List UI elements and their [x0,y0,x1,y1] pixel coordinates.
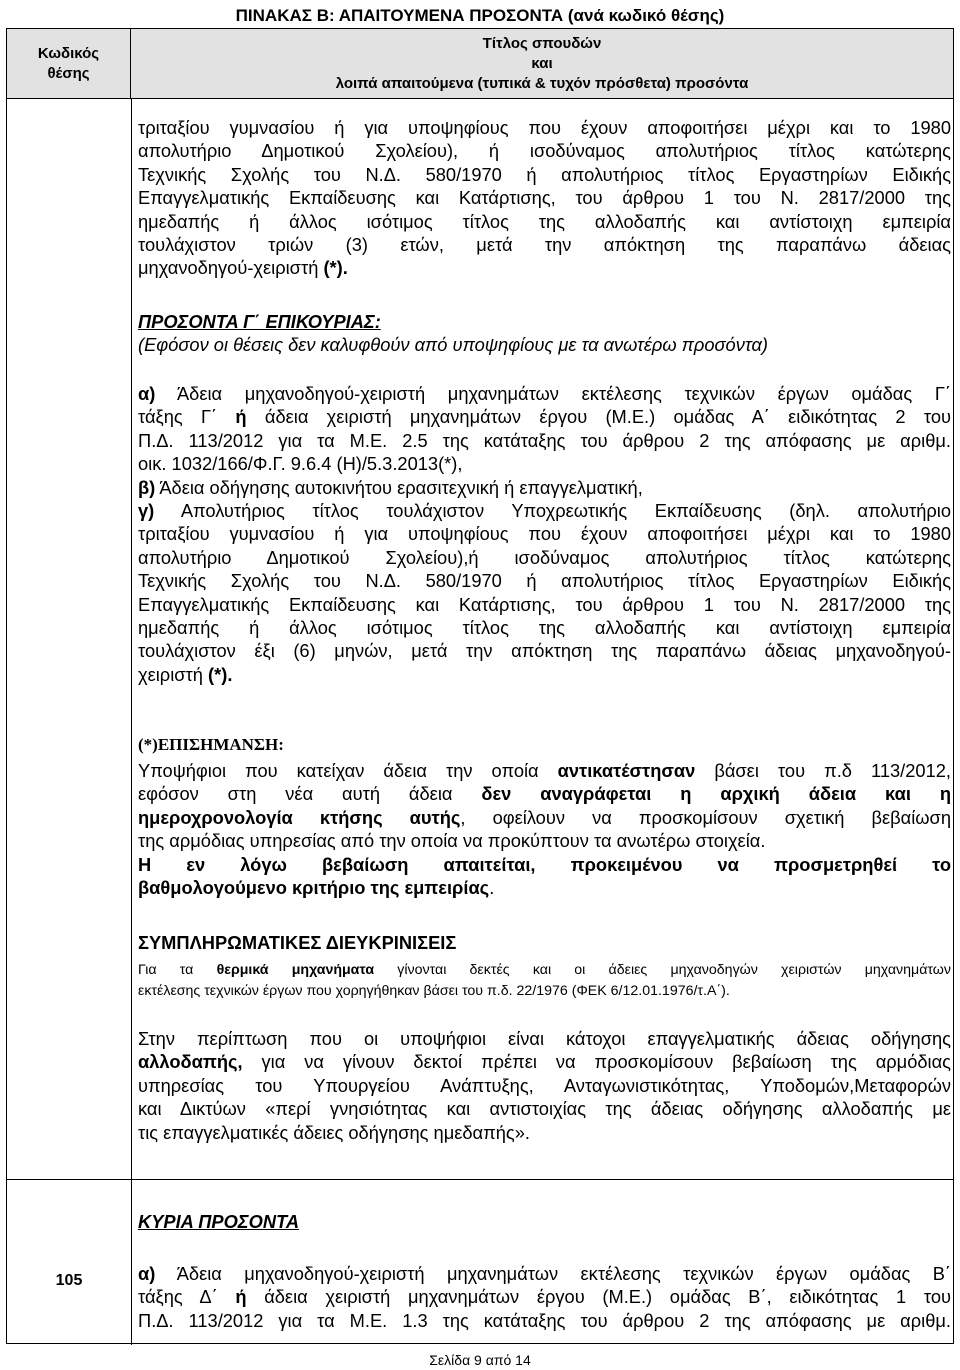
text-span: Άδεια μηχανοδηγού-χειριστή μηχανημάτων εκτέλεσης τεχνικών έργων ομάδας Β΄ [155,1263,951,1284]
text-line: υπηρεσίας του Υπουργείου Ανάπτυξης, Ανταγωνιστικότητας, Υποδομών,Μεταφορών [138,1074,951,1096]
text-line: τις επαγγελματικές άδειες οδήγησης ημεδαπής». [138,1121,530,1143]
text-line: Επαγγελματικής Εκπαίδευσης και Κατάρτισης, του άρθρου 1 του Ν. 2817/2000 της [138,187,951,209]
text-line: Π.Δ. 113/2012 για τα Μ.Ε. 2.5 της κατάταξης του άρθρου 2 της απόφασης με αριθμ. [138,429,951,451]
aux-items [138,382,951,686]
header-code-line1: Κωδικός [37,45,100,62]
text-line: Τεχνικής Σχολής του Ν.Δ. 580/1970 ή απολυτήριος τίτλος Εργαστηρίων Ειδικής [138,163,951,185]
text-line [138,876,951,899]
text-line [138,499,951,522]
header-title-column [131,29,953,99]
table-header [7,29,953,99]
header-code-line2: θέσης [47,65,90,82]
text-span: άδεια χειριστή μηχανημάτων έργου (Μ.Ε.) ομάδας Α΄ ειδικότητας 2 του [246,406,952,428]
text-line [138,1285,951,1308]
text-line: οικ. 1032/166/Φ.Γ. 9.6.4 (Η)/5.3.2013(*), [138,453,463,475]
text-span: τάξης Γ΄ [138,406,236,428]
position-code: 105 [55,1272,83,1289]
text-span: μηχανοδηγού-χειριστή [138,257,319,279]
text-span: , οφείλουν να προσκομίσουν σχετική βεβαίωση [460,806,951,828]
text-span: αντικατέστησαν [557,760,696,781]
row105-heading-text: ΚΥΡΙΑ ΠΡΟΣΟΝΤΑ [138,1211,300,1232]
text-span: αλλοδαπής, [138,1051,243,1073]
text-line: απολυτήριο Δημοτικού Σχολείου), ή ισοδύναμος απολυτήριος τίτλος κατώτερης [138,140,951,162]
text-line [138,960,951,981]
header-title-line3: λοιπά απαιτούμενα (τυπικά & τυχόν πρόσθετα) προσόντα [335,75,749,92]
intro-block [138,116,951,280]
aux-block [138,310,951,357]
asterisk-note: (*). [202,663,233,685]
item-label: β) [138,476,156,498]
note-body [138,759,951,899]
text-line [138,256,951,279]
text-line [138,663,951,686]
text-line [138,1050,951,1073]
text-span: εφόσον στη νέα αυτή άδεια [138,783,482,805]
text-span: Απολυτήριος τίτλος τουλάχιστον Υποχρεωτικής Εκπαίδευσης (δηλ. απολυτήριο [154,500,951,522]
text-line: ημεδαπής ή άλλος ισότιμος τίτλος της αλλοδαπής και αντίστοιχη εμπειρία [138,210,951,232]
note-block [138,733,951,756]
column-divider [131,99,132,1345]
text-span: για να γίνουν δεκτοί πρέπει να προσκομίσουν βεβαίωση της αρμόδιας [242,1051,951,1073]
text-span: άδεια χειριστή μηχανημάτων έργου (Μ.Ε.) ομάδας Β΄, ειδικότητας 1 του [246,1286,951,1308]
text-line: της αρμόδιας υπηρεσίας από την οποία να προκύπτουν τα ανωτέρω στοιχεία. [138,830,766,852]
supplementary-small [138,960,951,1002]
aux-subheading: (Εφόσον οι θέσεις δεν καλυφθούν από υποψηφίους με τα ανωτέρω προσόντα) [138,334,768,356]
text-span: τάξης Δ΄ [138,1286,236,1308]
row105-heading-block [138,1210,951,1233]
text-line [138,382,951,405]
row105-heading [138,1210,951,1233]
asterisk-note: (*). [318,257,348,279]
row-divider [7,1179,953,1180]
supplementary-heading-block [138,931,951,954]
text-line [138,759,951,782]
header-title-line1: Τίτλος σπουδών [482,35,602,52]
text-line [138,782,951,805]
item-label: α) [138,1263,156,1284]
text-line: και Δικτύων «περί γνησιότητας και αντιστοιχίας της άδειας οδήγησης αλλοδαπής με [138,1098,951,1120]
text-line: τουλάχιστον έξι (6) μηνών, μετά την απόκτηση της παραπάνω άδειας μηχανοδηγού- [138,640,951,662]
text-line [138,405,951,428]
text-line: απολυτήριο Δημοτικού Σχολείου),ή ισοδύναμος απολυτήριος τίτλος κατώτερης [138,546,951,568]
text-line: τριταξίου γυμνασίου ή για υποψηφίους που έχουν αποφοιτήσει μέχρι και το 1980 [138,523,951,545]
text-line [138,476,951,499]
text-line: Π.Δ. 113/2012 για τα Μ.Ε. 1.3 της κατάταξης του άρθρου 2 της απόφασης με αριθμ. [138,1309,951,1331]
text-span: δεν αναγράφεται η αρχική άδεια και η [481,783,951,805]
text-line: Τεχνικής Σχολής του Ν.Δ. 580/1970 ή απολυτήριος τίτλος Εργαστηρίων Ειδικής [138,570,951,592]
text-line: Στην περίπτωση που οι υποψήφιοι είναι κάτοχοι επαγγελματικής άδειας οδήγησης [138,1028,951,1049]
text-span: Άδεια μηχανοδηγού-χειριστή μηχανημάτων εκτέλεσης τεχνικών έργων ομάδας Γ΄ [155,383,951,404]
text-span: Άδεια οδήγησης αυτοκινήτου ερασιτεχνική ή επαγγελματική, [155,476,643,498]
text-line [138,806,951,829]
text-span: χειριστή [138,663,203,685]
text-line: ημεδαπής ή άλλος ισότιμος τίτλος της αλλοδαπής και αντίστοιχη εμπειρία [138,617,951,639]
text-line: τριταξίου γυμνασίου ή για υποψηφίους που έχουν αποφοιτήσει μέχρι και το 1980 [138,117,951,138]
text-span: γίνονται δεκτές και οι άδειες μηχανοδηγών χειριστών μηχανημάτων [374,962,951,978]
text-span: ή [235,406,247,428]
aux-heading [138,310,951,333]
text-line: τουλάχιστον τριών (3) ετών, μετά την απόκτηση της παραπάνω άδειας [138,234,951,256]
text-line: εκτέλεσης τεχνικών έργων που χορηγήθηκαν βάσει του π.δ. 22/1976 (ΦΕΚ 6/12.01.1976/τ.Α΄). [138,983,730,999]
text-span: Υποψήφιοι που κατείχαν άδεια την οποία [138,760,558,781]
page-title: ΠΙΝΑΚΑΣ Β: ΑΠΑΙΤΟΥΜΕΝΑ ΠΡΟΣΟΝΤΑ (ανά κωδικό θέσης) [235,6,725,25]
text-span: θερμικά μηχανήματα [216,962,375,978]
row105-body [138,1262,951,1332]
text-line: Η εν λόγω βεβαίωση απαιτείται, προκειμένου να προσμετρηθεί το [138,853,951,875]
item-label: α) [138,383,156,404]
text-line: Επαγγελματικής Εκπαίδευσης και Κατάρτισης, του άρθρου 1 του Ν. 2817/2000 της [138,593,951,615]
text-line [138,1262,951,1285]
item-label: γ) [138,500,155,522]
aux-heading-text: ΠΡΟΣΟΝΤΑ Γ΄ ΕΠΙΚΟΥΡΙΑΣ: [138,311,381,332]
page-footer: Σελίδα 9 από 14 [429,1352,531,1368]
supplementary-body [138,1027,951,1144]
supplementary-heading: ΣΥΜΠΛΗΡΩΜΑΤΙΚΕΣ ΔΙΕΥΚΡΙΝΙΣΕΙΣ [138,932,457,953]
text-span: Για τα [138,962,217,978]
header-code-column [7,29,131,99]
text-span: ή [235,1286,247,1308]
text-span: ημεροχρονολογία κτήσης αυτής [138,806,461,828]
text-span: βάσει του π.δ 113/2012, [695,760,951,781]
text-span: . [489,877,495,899]
text-span: βαθμολογούμενο κριτήριο της εμπειρίας [138,877,490,899]
header-title-line2: και [531,55,553,72]
note-heading: (*)ΕΠΙΣΗΜΑΝΣΗ: [138,735,284,754]
